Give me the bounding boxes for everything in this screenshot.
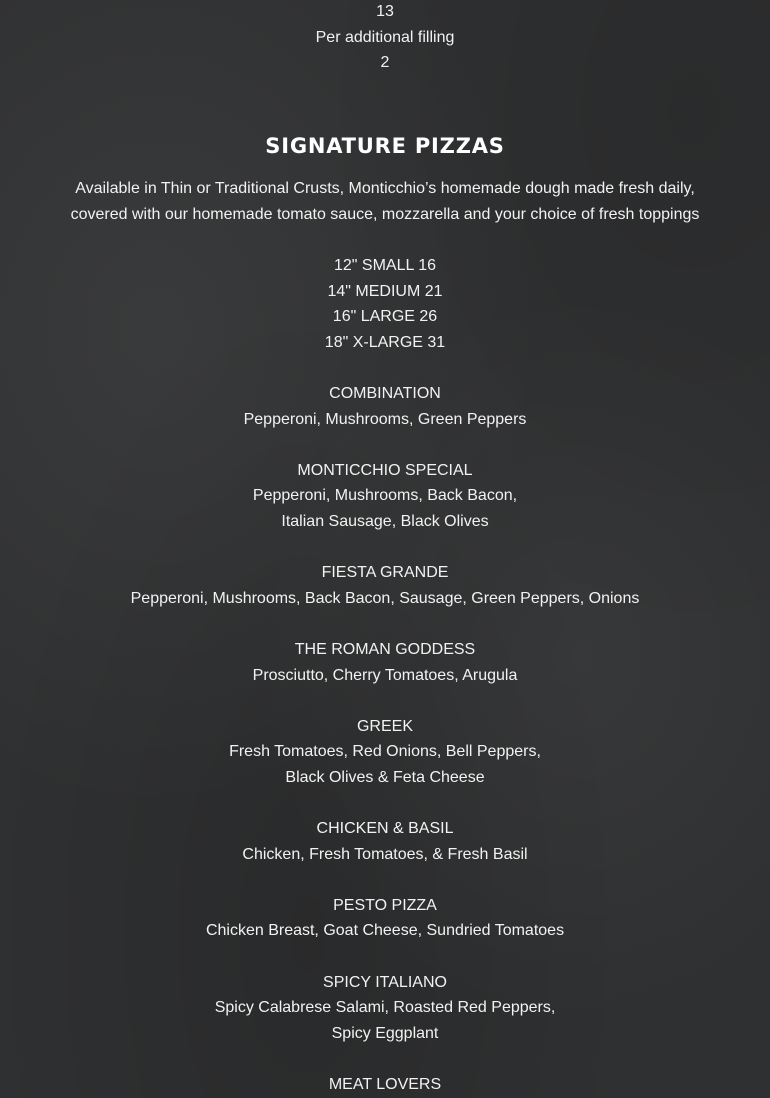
section-title: SIGNATURE PIZZAS <box>265 134 505 158</box>
pizza-item <box>0 560 770 611</box>
pizza-description: Pepperoni, Mushrooms, Back Bacon, <box>252 487 518 505</box>
pizza-item <box>0 714 770 791</box>
pizza-description: Spicy Eggplant <box>331 1024 439 1042</box>
previous-section-lines <box>0 0 770 76</box>
item-spacer <box>0 432 770 458</box>
pizza-item <box>0 381 770 432</box>
pizza-item <box>0 1072 770 1098</box>
pizza-description: Italian Sausage, Black Olives <box>281 512 489 530</box>
pizza-description: Pepperoni, Mushrooms, Green Peppers <box>243 410 527 428</box>
pizza-item <box>0 970 770 1047</box>
pizza-item <box>0 637 770 688</box>
pizza-item-list <box>0 355 770 1097</box>
pizza-name: SPICY ITALIANO <box>323 973 447 991</box>
pizza-name: COMBINATION <box>329 384 441 402</box>
item-spacer <box>0 790 770 816</box>
item-spacer <box>0 867 770 893</box>
size-price: 16" LARGE 26 <box>332 308 438 326</box>
pizza-description: Pepperoni, Mushrooms, Back Bacon, Sausage, Green Peppers, Onions <box>130 589 640 607</box>
additional-filling-price: 2 <box>380 54 390 72</box>
pizza-name: GREEK <box>356 717 413 735</box>
menu-content <box>0 253 770 1098</box>
size-price-list <box>0 253 770 355</box>
pizza-description: Chicken Breast, Goat Cheese, Sundried Tomatoes <box>205 922 565 940</box>
pizza-item <box>0 893 770 944</box>
pizza-description: Prosciutto, Cherry Tomatoes, Arugula <box>252 666 518 684</box>
pizza-name: MEAT LOVERS <box>328 1076 442 1093</box>
pizza-name: CHICKEN & BASIL <box>316 820 454 838</box>
pizza-name: THE ROMAN GODDESS <box>294 640 476 658</box>
previous-price: 13 <box>376 3 394 20</box>
pizza-description: Fresh Tomatoes, Red Onions, Bell Peppers, <box>229 743 541 761</box>
item-spacer <box>0 1046 770 1072</box>
size-price: 18" X-LARGE 31 <box>324 333 446 351</box>
item-spacer <box>0 535 770 561</box>
pizza-description: Black Olives & Feta Cheese <box>285 768 485 786</box>
pizza-name: MONTICCHIO SPECIAL <box>297 461 473 479</box>
item-spacer <box>0 355 770 381</box>
pizza-item <box>0 458 770 535</box>
size-price: 14" MEDIUM 21 <box>327 282 443 300</box>
item-spacer <box>0 688 770 714</box>
item-spacer <box>0 944 770 970</box>
pizza-description: Spicy Calabrese Salami, Roasted Red Peppers, <box>214 999 556 1017</box>
additional-filling-label: Per additional filling <box>315 28 455 46</box>
size-price: 12" SMALL 16 <box>333 257 437 274</box>
pizza-name: FIESTA GRANDE <box>321 564 449 582</box>
section-intro <box>0 176 770 227</box>
previous-section <box>0 0 770 76</box>
intro-line: Available in Thin or Traditional Crusts, Monticchio’s homemade dough made fresh daily, <box>75 180 695 197</box>
pizza-name: PESTO PIZZA <box>333 896 437 914</box>
pizza-item <box>0 816 770 867</box>
pizza-description: Chicken, Fresh Tomatoes, & Fresh Basil <box>242 845 528 863</box>
intro-line: covered with our homemade tomato sauce, mozzarella and your choice of fresh toppings <box>70 205 700 223</box>
item-spacer <box>0 611 770 637</box>
